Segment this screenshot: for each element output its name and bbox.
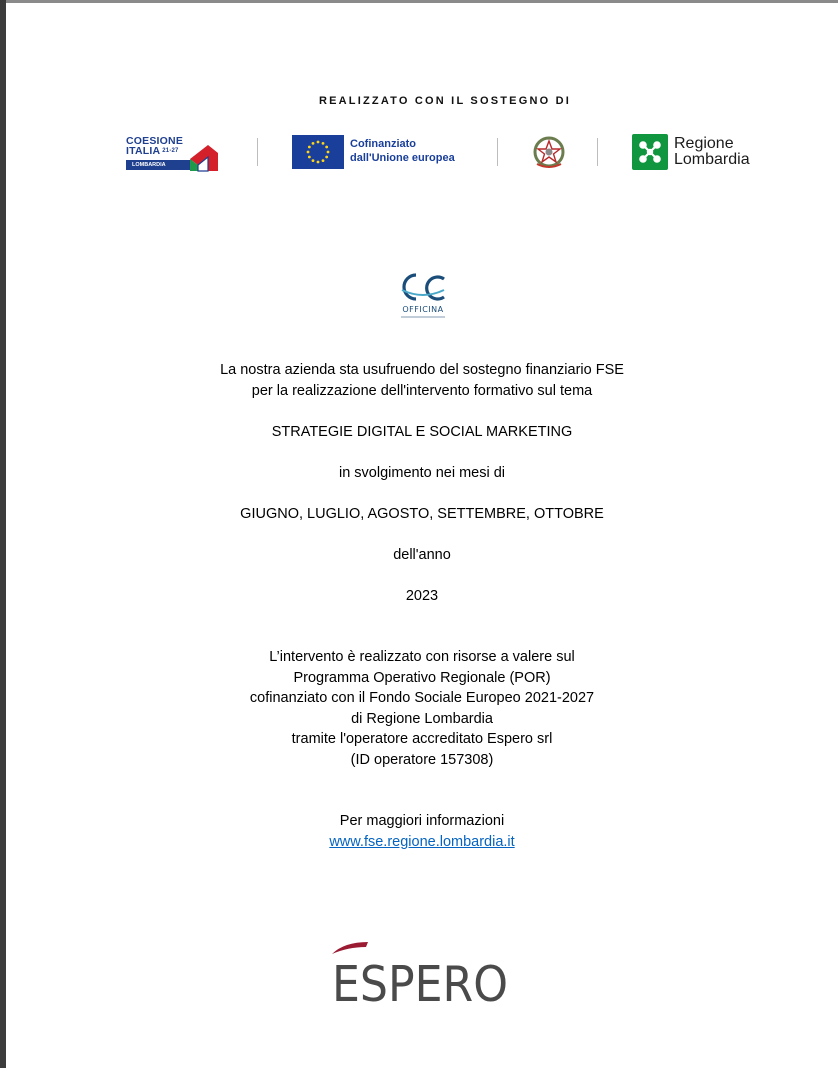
sponsor-logo-bar xyxy=(0,128,838,176)
funding-line: Programma Operativo Regionale (POR) xyxy=(293,669,551,686)
intro-line1: La nostra azienda sta usufruendo del sostegno finanziario FSE xyxy=(220,362,624,378)
logo-separator xyxy=(597,138,598,166)
funding-line: di Regione Lombardia xyxy=(351,710,493,727)
coesione-region-bar: LOMBARDIA xyxy=(126,160,192,170)
svg-text:OFFICINA: OFFICINA xyxy=(402,305,444,314)
eu-star-icon xyxy=(312,159,315,162)
eu-cofinanced-logo xyxy=(292,134,472,170)
eu-star-icon xyxy=(325,156,328,159)
coesione-italia-text: ITALIA xyxy=(126,145,161,157)
espero-logo xyxy=(330,938,510,1008)
eu-star-icon xyxy=(327,151,330,154)
coesione-line2 xyxy=(126,146,179,156)
eu-star-icon xyxy=(312,142,315,145)
eu-star-icon xyxy=(308,156,311,159)
logo-separator xyxy=(257,138,258,166)
eu-line1: Cofinanziato xyxy=(350,138,416,150)
year-intro: dell'anno xyxy=(393,546,451,563)
officina-logo xyxy=(396,270,450,322)
period-intro: in svolgimento nei mesi di xyxy=(338,464,506,481)
espero-wordmark: ESPERO xyxy=(332,956,508,1008)
lombardia-line2: Lombardia xyxy=(674,151,750,168)
sponsor-heading: REALIZZATO CON IL SOSTEGNO DI xyxy=(318,95,572,107)
coesione-line1: COESIONE xyxy=(126,135,184,147)
lombardia-rose-icon xyxy=(632,134,668,170)
regione-lombardia-logo xyxy=(632,133,772,171)
eu-line2: dall'Unione europea xyxy=(350,152,455,164)
coesione-years: 21-27 xyxy=(162,148,179,154)
eu-star-icon xyxy=(325,146,328,149)
funding-line: tramite l'operatore accreditato Espero srl xyxy=(291,731,553,747)
months: GIUGNO, LUGLIO, AGOSTO, SETTEMBRE, OTTOBRE xyxy=(240,505,604,522)
window-top-border xyxy=(0,0,838,3)
eu-star-icon xyxy=(322,142,325,145)
eu-star-icon xyxy=(317,141,320,144)
funding-line: cofinanziato con il Fondo Sociale Europeo 2021-2027 xyxy=(249,690,595,706)
info-label: Per maggiori informazioni xyxy=(339,813,505,829)
year: 2023 xyxy=(405,587,439,604)
logo-separator xyxy=(497,138,498,166)
funding-line: L’intervento è realizzato con risorse a valere sul xyxy=(269,649,575,665)
course-topic: STRATEGIE DIGITAL E SOCIAL MARKETING xyxy=(271,423,573,440)
italian-republic-emblem-icon xyxy=(532,134,566,170)
eu-star-icon xyxy=(322,159,325,162)
coesione-italia-logo xyxy=(126,133,222,173)
intro-line2: per la realizzazione dell'intervento formativo sul tema xyxy=(251,382,593,399)
info-link[interactable]: www.fse.regione.lombardia.it xyxy=(329,833,515,850)
coesione-arrows-icon xyxy=(186,139,222,173)
eu-flag-icon xyxy=(292,135,344,169)
funding-line: (ID operatore 157308) xyxy=(350,751,494,768)
lombardia-line1: Regione xyxy=(674,135,734,152)
fse-notice xyxy=(0,360,838,852)
eu-star-icon xyxy=(308,146,311,149)
eu-star-icon xyxy=(317,161,320,164)
eu-star-icon xyxy=(307,151,310,154)
